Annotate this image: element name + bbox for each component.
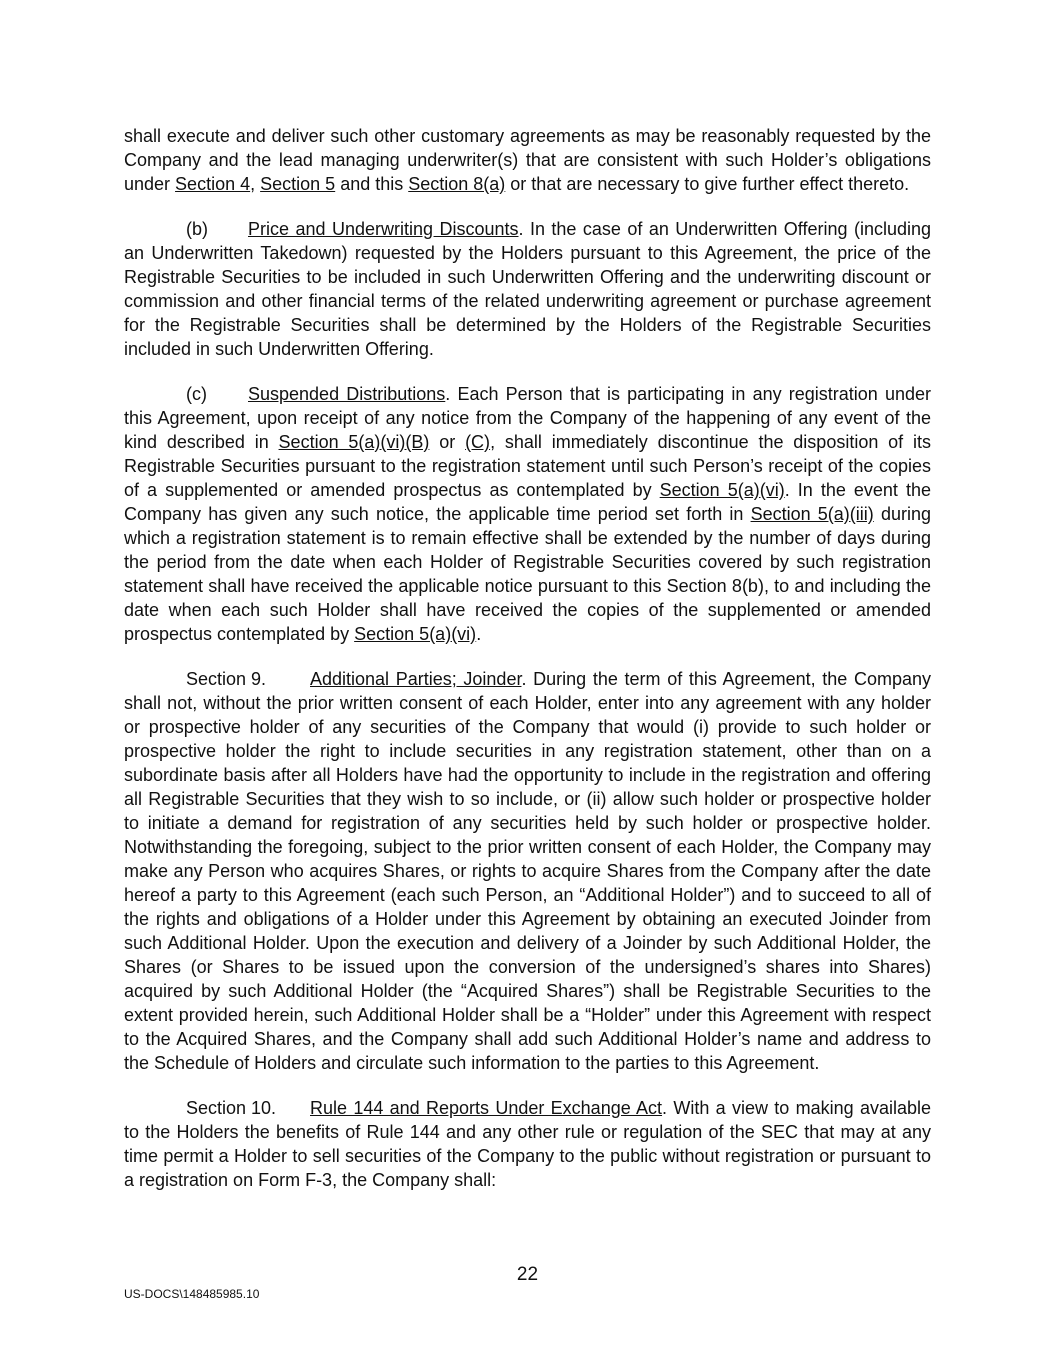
section-reference: (C): [465, 432, 491, 452]
text: shall execute and deliver such other customary agreements as may be reasonably requested by the Company and the lead managing underwriter(s) that are consistent with such Holder’s obligations under: [124, 126, 931, 194]
text: . With a view to making available to the Holders the benefits of Rule 144 and any other rule or regulation of the SEC that may at any time permit a Holder to sell securities of the Company to the public without registration or pursuant to a registration on Form F-3, the Company shall:: [124, 1098, 931, 1190]
section-5-reference: Section 5: [260, 174, 336, 194]
text: or: [429, 432, 466, 452]
page-number: 22: [516, 1264, 539, 1285]
text: . During the term of this Agreement, the Company shall not, without the prior written consent of each Holder, enter into any agreement with any holder or prospective holder of any securities of the Company that would (i) provide to such holder or prospective holder the right to include securities in any registration statement, other than on a subordinate basis after all Holders have had the opportunity to include in the registration and offering all Registrable Securities that they wish to so include, or (ii) allow such holder or prospective holder to initiate a demand for registration of any securities held by such holder or prospective holder. Notwithstanding the foregoing, subject to the prior written consent of each Holder, the Company may make any Person who acquires Shares, or rights to acquire Shares from the Company after the date hereof a party to this Agreement (each such Person, an “Additional Holder”) and to succeed to all of the rights and obligations of a Holder under this Agreement by obtaining an executed Joinder from such Additional Holder. Upon the execution and delivery of a Joinder by such Additional Holder, the Shares (or Shares to be issued upon the conversion of the undersigned’s shares into Shares) acquired by such Additional Holder (the “Acquired Shares”) shall be Registrable Securities to the extent provided herein, such Additional Holder shall be a “Holder” under this Agreement with respect to the Acquired Shares, and the Company shall add such Additional Holder’s name and address to the Schedule of Holders and circulate such information to the parties to this Agreement.: [124, 669, 931, 1073]
paragraph-continuation: [124, 124, 931, 196]
section-9: [124, 667, 931, 1075]
text: . Each Person that is participating in any registration under this Agreement, upon receipt of any notice from the Company of the happening of any event of the kind described in: [124, 384, 931, 452]
text: .: [476, 624, 482, 644]
section-4-reference: Section 4: [175, 174, 251, 194]
text: ,: [250, 174, 261, 194]
section-reference: Section 5(a)(vi)(B): [278, 432, 430, 452]
paragraph-marker: (b): [186, 219, 208, 239]
section-8a-reference: Section 8(a): [408, 174, 506, 194]
paragraph-heading: Price and Underwriting Discounts: [248, 219, 519, 239]
section-reference: Section 5(a)(vi): [659, 480, 785, 500]
section-reference: Section 5(a)(iii): [750, 504, 874, 524]
document-body: [124, 124, 931, 1213]
text: . In the case of an Underwritten Offering (including an Underwritten Takedown) requested by the Holders pursuant to this Agreement, the price of the Registrable Securities to be included in such Underwritten Offering and the underwriting discount or commission and other financial terms of the related underwriting agreement or purchase agreement for the Registrable Securities shall be determined by the Holders of the Registrable Securities included in such Underwritten Offering.: [124, 219, 931, 359]
section-10: [124, 1096, 931, 1192]
paragraph-marker: (c): [186, 384, 207, 404]
text: and this: [335, 174, 409, 194]
section-number: Section 9.: [186, 669, 267, 689]
text: . In the event the Company has given any such notice, the applicable time period set forth in: [124, 480, 931, 524]
section-heading: Additional Parties; Joinder: [310, 669, 522, 689]
paragraph-heading: Suspended Distributions: [248, 384, 446, 404]
section-reference: Section 5(a)(vi): [354, 624, 477, 644]
text: , shall immediately discontinue the disposition of its Registrable Securities pursuant to the registration statement until such Person’s receipt of the copies of a supplemented or amended prospectus as contemplated by: [124, 432, 931, 500]
paragraph-b: [124, 217, 931, 361]
text: or that are necessary to give further effect thereto.: [505, 174, 910, 194]
text: during which a registration statement is to remain effective shall be extended by the number of days during the period from the date when each Holder of Registrable Securities covered by such registration statement shall have received the applicable notice pursuant to this Section 8(b), to and including the date when each such Holder shall have received the copies of the supplemented or amended prospectus contemplated by: [124, 504, 931, 644]
document-id: US-DOCS\148485985.10: [124, 1287, 260, 1301]
section-heading: Rule 144 and Reports Under Exchange Act: [310, 1098, 663, 1118]
section-number: Section 10.: [186, 1098, 277, 1118]
paragraph-c: [124, 382, 931, 646]
